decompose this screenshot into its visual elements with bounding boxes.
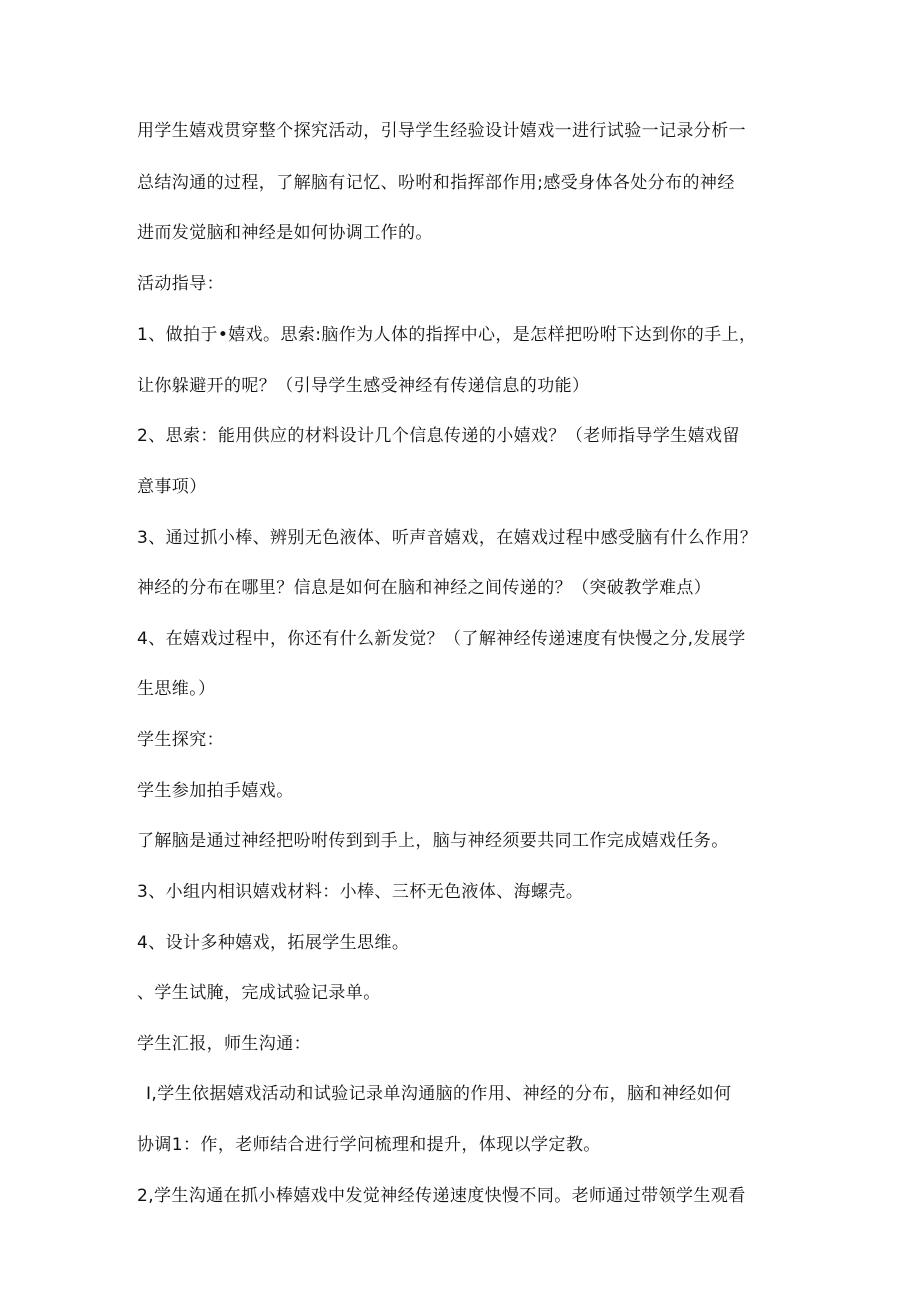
text-line: 4、设计多种嬉戏，拓展学生思维。 [137, 933, 410, 953]
text-line: 3、通过抓小棒、辨别无色液体、听声音嬉戏，在嬉戏过程中感受脑有什么作用？ [137, 528, 758, 548]
text-line: 用学生嬉戏贯穿整个探究活动，引导学生经验设计嬉戏一进行试验一记录分析一 [137, 121, 746, 141]
section-heading: 学生汇报，师生沟通： [137, 1034, 311, 1054]
text-line: 2,学生沟通在抓小棒嬉戏中发觉神经传递速度快慢不同。老师通过带领学生观看 [137, 1186, 746, 1206]
text-line: 了解脑是通过神经把吩咐传到到手上，脑与神经须要共同工作完成嬉戏任务。 [137, 831, 729, 851]
text-line: 意事项） [137, 477, 207, 497]
text-line: 2、思索：能用供应的材料设计几个信息传递的小嬉戏？（老师指导学生嬉戏留 [137, 426, 740, 446]
text-line: 总结沟通的过程，了解脑有记忆、吩咐和指挥部作用;感受身体各处分布的神经 [137, 173, 735, 193]
text-line: 进而发觉脑和神经是如何协调工作的。 [137, 223, 433, 243]
text-line: 让你躲避开的呢？（引导学生感受神经有传递信息的功能） [137, 376, 590, 396]
text-line: 3、小组内相识嬉戏材料：小棒、三杯无色液体、海螺壳。 [137, 882, 584, 902]
text-line: 学生参加拍手嬉戏。 [137, 781, 294, 801]
section-heading: 学生探究： [137, 730, 224, 750]
text-line: 协调1：作，老师结合进行学问梳理和提升，体现以学定教。 [137, 1135, 601, 1155]
section-heading: 活动指导： [137, 274, 224, 294]
text-line: 、学生试腌，完成试验记录单。 [137, 983, 381, 1003]
text-line: 4、在嬉戏过程中，你还有什么新发觉？（了解神经传递速度有快慢之分,发展学 [137, 629, 746, 649]
text-line: 神经的分布在哪里？信息是如何在脑和神经之间传递的？（突破教学难点） [137, 578, 712, 598]
text-line: 1、做拍于•嬉戏。思索:脑作为人体的指挥中心，是怎样把吩咐下达到你的手上， [137, 325, 757, 345]
text-line: I,学生依据嬉戏活动和试验记录单沟通脑的作用、神经的分布，脑和神经如何 [146, 1084, 732, 1104]
text-line: 生思维。） [137, 679, 216, 699]
